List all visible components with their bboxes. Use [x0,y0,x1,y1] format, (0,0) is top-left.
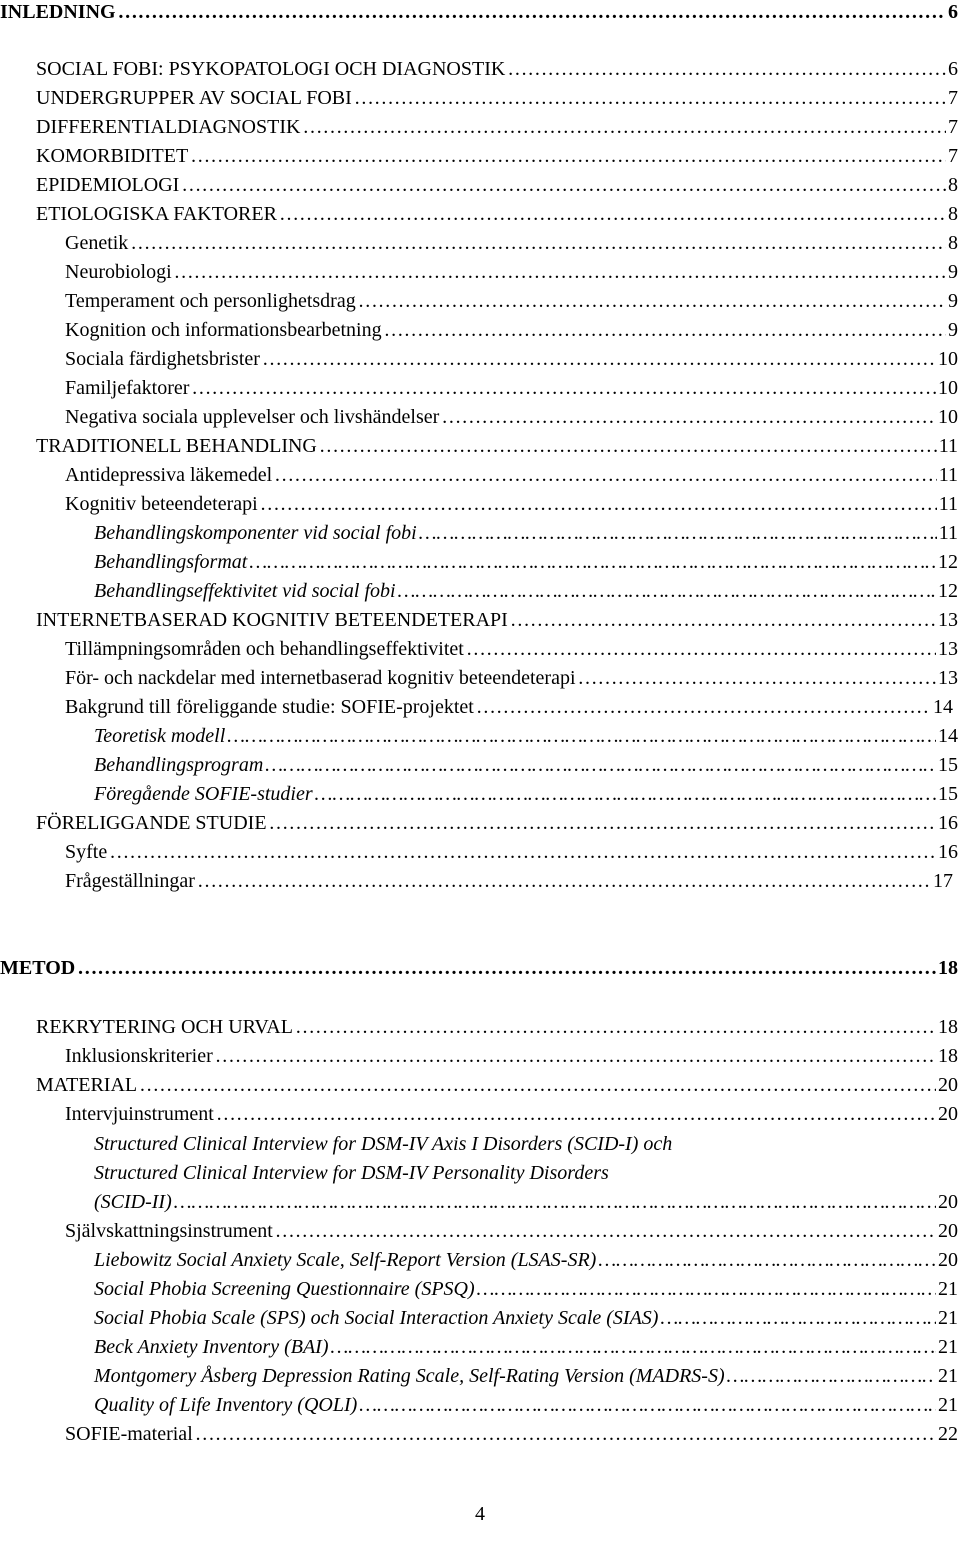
toc-entry-scid-line2: Structured Clinical Interview for DSM-IV Personality Disorders [94,1162,609,1184]
toc-label: Negativa sociala upplevelser och livshändelser [65,406,440,428]
page-number: 4 [475,1503,485,1525]
toc-page-number: 14 [933,696,953,718]
toc-label: Antidepressiva läkemedel [65,464,273,486]
toc-label: Montgomery Åsberg Depression Rating Scale, Self-Rating Version (MADRS-S) [94,1365,725,1387]
toc-page-number: 18 [938,957,958,979]
dot-leader [578,664,937,693]
dot-leader [727,1362,936,1391]
toc-label: INLEDNING [0,1,116,23]
dot-leader [118,0,946,27]
toc-label: Familjefaktorer [65,377,190,399]
dot-leader [302,113,946,142]
toc-page-number: 11 [938,522,958,544]
dot-leader [398,577,936,606]
toc-entry [94,519,958,548]
toc-entry [65,838,958,867]
toc-label: Tillämpningsområden och behandlingseffektivitet [65,638,464,660]
toc-label: UNDERGRUPPER AV SOCIAL FOBI [36,87,352,109]
toc-entry [65,867,953,896]
toc-page-number: 14 [938,725,958,747]
toc-label: Kognitiv beteendeterapi [65,493,258,515]
toc-label: KOMORBIDITET [36,145,189,167]
toc-entry [36,171,958,200]
toc-entry [65,316,958,345]
toc-entry [94,722,958,751]
dot-leader [477,1275,936,1304]
dot-leader [249,548,936,577]
toc-page-number: 17 [933,870,953,892]
toc-label: Social Phobia Screening Questionnaire (SPSQ) [94,1278,475,1300]
toc-entry [36,809,958,838]
dot-leader [315,780,936,809]
dot-leader [319,432,937,461]
toc-label: Självskattningsinstrument [65,1220,273,1242]
toc-page-number: 6 [948,1,958,23]
dot-leader [269,809,936,838]
toc-entry [65,374,958,403]
toc-page-number: 13 [938,638,958,660]
dot-leader [660,1304,936,1333]
toc-label: INTERNETBASERAD KOGNITIV BETEENDETERAPI [36,609,508,631]
toc-label: Sociala färdighetsbrister [65,348,260,370]
toc-entry [94,1391,958,1420]
toc-page-number: 20 [938,1074,958,1096]
toc-page-number: 13 [938,609,958,631]
toc-page-number: 13 [938,667,958,689]
dot-leader [354,84,946,113]
toc-page-number: 16 [938,841,958,863]
toc-page-number: 16 [938,812,958,834]
toc-entry [94,577,958,606]
dot-leader [274,461,937,490]
toc-entry [36,1013,958,1042]
toc-page-number: 12 [938,580,958,602]
toc-label: Quality of Life Inventory (QOLI) [94,1394,358,1416]
toc-label: Kognition och informationsbearbetning [65,319,382,341]
dot-leader [598,1246,936,1275]
toc-entry [65,1100,958,1129]
toc-entry [65,258,958,287]
toc-label: Beck Anxiety Inventory (BAI) [94,1336,329,1358]
toc-label: Bakgrund till föreliggande studie: SOFIE-projektet [65,696,474,718]
toc-page-number: 9 [948,261,958,283]
toc-label: SOFIE-material [65,1423,193,1445]
toc-page-number: 20 [938,1191,958,1213]
dot-leader [295,1013,936,1042]
toc-label: (SCID-II) [94,1191,172,1213]
toc-entry-scid-line1: Structured Clinical Interview for DSM-IV Axis I Disorders (SCID-I) och [94,1133,673,1155]
toc-page-number: 22 [938,1423,958,1445]
toc-entry [65,229,958,258]
toc-entry [65,1420,958,1449]
toc-label: DIFFERENTIALDIAGNOSTIK [36,116,301,138]
toc-label: Social Phobia Scale (SPS) och Social Interaction Anxiety Scale (SIAS) [94,1307,659,1329]
dot-leader [507,55,946,84]
toc-entry [36,142,958,171]
toc-entry [94,548,958,577]
toc-page-number: 21 [938,1307,958,1329]
toc-entry [36,606,958,635]
toc-label: Syfte [65,841,108,863]
toc-page-number: 9 [948,290,958,312]
toc-label: Behandlingskomponenter vid social fobi [94,522,417,544]
toc-label: METOD [0,957,76,979]
toc-label: Temperament och personlighetsdrag [65,290,356,312]
dot-leader [441,403,936,432]
dot-leader [476,693,931,722]
dot-leader [139,1071,936,1100]
toc-label: EPIDEMIOLOGI [36,174,180,196]
toc-entry [94,1246,958,1275]
dot-leader [384,316,946,345]
toc-page-number: 7 [948,87,958,109]
toc-entry [36,84,958,113]
dot-leader [77,954,936,983]
dot-leader [227,722,936,751]
toc-label: TRADITIONELL BEHANDLING [36,435,317,457]
toc-entry [36,1071,958,1100]
dot-leader [262,345,936,374]
toc-entry [94,780,958,809]
toc-page-number: 15 [938,754,958,776]
dot-leader [279,200,946,229]
toc-label: Behandlingsprogram [94,754,264,776]
toc-entry [65,403,958,432]
toc-page-number: 6 [948,58,958,80]
dot-leader [174,1188,936,1217]
dot-leader [130,229,946,258]
toc-label: Teoretisk modell [94,725,226,747]
toc-page-number: 11 [938,435,958,457]
dot-leader [109,838,936,867]
dot-leader [181,171,946,200]
toc-entry [94,1275,958,1304]
toc-label: ETIOLOGISKA FAKTORER [36,203,277,225]
dot-leader [215,1042,936,1071]
toc-page-number: 12 [938,551,958,573]
toc-label: För- och nackdelar med internetbaserad kognitiv beteendeterapi [65,667,576,689]
toc-page-number: 18 [938,1016,958,1038]
toc-entry [36,55,958,84]
dot-leader [195,1420,936,1449]
toc-page-number: 11 [938,464,958,486]
toc-page-number: 11 [938,493,958,515]
toc-page-number: 18 [938,1045,958,1067]
toc-page-number: 7 [948,116,958,138]
dot-leader [216,1100,936,1129]
toc-entry [65,664,958,693]
toc-page-number: 7 [948,145,958,167]
toc-entry [65,345,958,374]
toc-label: Genetik [65,232,129,254]
toc-entry [65,1217,958,1246]
toc-label: MATERIAL [36,1074,138,1096]
toc-entry [65,1042,958,1071]
toc-label: Frågeställningar [65,870,195,892]
dot-leader [419,519,937,548]
toc-entry [36,200,958,229]
toc-entry [94,1333,958,1362]
toc-heading-metod [0,954,958,983]
toc-page-number: 8 [948,203,958,225]
toc-label: Liebowitz Social Anxiety Scale, Self-Report Version (LSAS-SR) [94,1249,597,1271]
toc-page-number: 20 [938,1103,958,1125]
dot-leader [275,1217,936,1246]
toc-page-number: 15 [938,783,958,805]
toc-label: Neurobiologi [65,261,172,283]
toc-page-number: 21 [938,1394,958,1416]
dot-leader [260,490,937,519]
toc-label: Föregående SOFIE-studier [94,783,313,805]
dot-leader [174,258,946,287]
toc-entry [65,490,958,519]
dot-leader [466,635,936,664]
toc-entry [94,1362,958,1391]
toc-entry-scid-line3 [94,1188,958,1217]
toc-page-number: 20 [938,1249,958,1271]
dot-leader [331,1333,937,1362]
toc-page-number: 8 [948,174,958,196]
dot-leader [510,606,936,635]
toc-page-number: 21 [938,1336,958,1358]
toc-entry [94,751,958,780]
dot-leader [197,867,931,896]
dot-leader [358,287,946,316]
toc-entry [65,635,958,664]
toc-label: FÖRELIGGANDE STUDIE [36,812,267,834]
toc-entry [65,461,958,490]
toc-entry [65,693,953,722]
dot-leader [191,374,936,403]
toc-label: Behandlingsformat [94,551,248,573]
toc-page-number: 10 [938,377,958,399]
dot-leader [359,1391,936,1420]
dot-leader [265,751,936,780]
toc-page-number: 21 [938,1365,958,1387]
toc-heading-inledning [0,0,958,27]
toc-entry [65,287,958,316]
toc-label: Inklusionskriterier [65,1045,213,1067]
toc-page-number: 10 [938,348,958,370]
toc-label: SOCIAL FOBI: PSYKOPATOLOGI OCH DIAGNOSTIK [36,58,506,80]
toc-label: Behandlingseffektivitet vid social fobi [94,580,396,602]
toc-page-number: 20 [938,1220,958,1242]
toc-entry [36,432,958,461]
toc-page-number: 9 [948,319,958,341]
toc-entry [94,1304,958,1333]
toc-label: REKRYTERING OCH URVAL [36,1016,293,1038]
toc-label: Intervjuinstrument [65,1103,214,1125]
dot-leader [190,142,946,171]
toc-page-number: 21 [938,1278,958,1300]
toc-page-number: 10 [938,406,958,428]
toc-page-number: 8 [948,232,958,254]
toc-entry [36,113,958,142]
